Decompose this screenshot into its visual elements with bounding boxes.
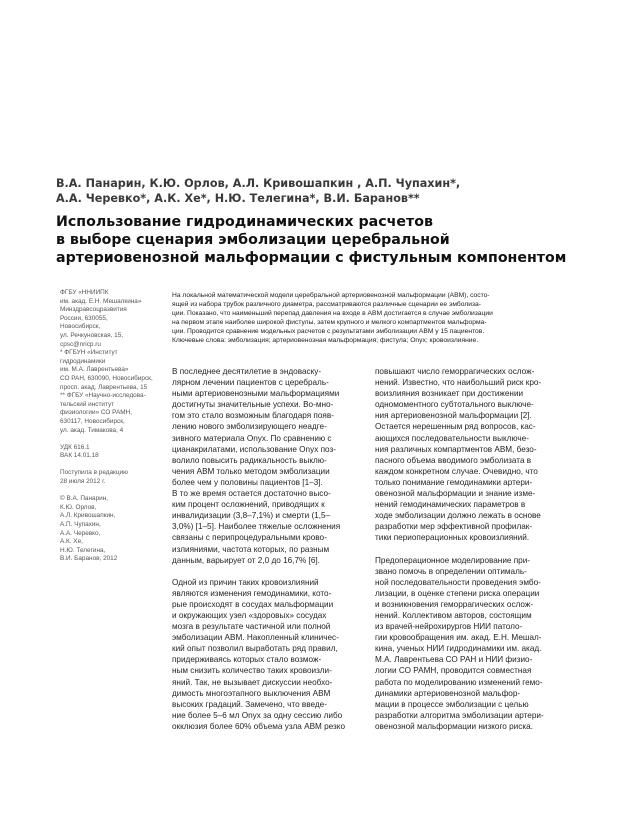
- text-line: ной последовательности проведения эмбо-: [375, 577, 541, 587]
- text-line: разработки алгоритма эмболизации артери-: [375, 710, 544, 720]
- text-line: яний. Так, не вызывает дискуссии необхо-: [172, 677, 333, 687]
- text-line: рые происходят в сосудах мальформации: [172, 599, 334, 609]
- text-line: высоких градаций. Замечено, что введе-: [172, 699, 327, 709]
- affiliation-line: ул. акад. Тимакова, 4: [60, 426, 124, 434]
- text-line: кина, ученых НИИ гидродинамики им. акад.: [375, 644, 542, 654]
- text-line: Предоперационное моделирование при-: [375, 555, 531, 565]
- text-line: В последнее десятилетие в эндоваску-: [172, 367, 322, 376]
- text-line: тики периоперационных кровоизлияний.: [375, 533, 530, 543]
- text-line: Остается нерешенным ряд вопросов, кас-: [375, 422, 536, 432]
- affiliation-line: просп. акад. Лаврентьева, 15: [60, 383, 148, 391]
- text-line: излияниями, частота которых, по разным: [172, 544, 330, 554]
- text-line: придерживаясь которых стало возмож-: [172, 655, 322, 665]
- text-line: лению нового эмболизирующего неадге-: [172, 422, 327, 432]
- abstract-line: На локальной математической модели церебральной артериовенозной мальформации (АВМ), состо-: [172, 292, 490, 299]
- authors-line: А.А. Черевко*, А.К. Хе*, Н.Ю. Телегина*, В.И. Баранов**: [56, 192, 420, 205]
- text-line: нений. Коллективом авторов, состоящим: [375, 610, 532, 620]
- title-line: Использование гидродинамических расчетов: [56, 214, 433, 230]
- authors: [56, 176, 586, 206]
- text-line: воизлияния возникает при достижении: [375, 389, 524, 399]
- body-column-left: [172, 366, 370, 743]
- paragraph: [375, 555, 573, 733]
- text-line: динамики артериовенозной мальфор-: [375, 688, 521, 698]
- text-line: гии кровообращения им. акад. Е.Н. Мешал-: [375, 633, 542, 643]
- text-line: овенозной мальформации низкого риска.: [375, 721, 533, 731]
- text-line: каждом конкретном случае. Очевидно, что: [375, 466, 538, 476]
- text-line: нений. Известно, что наибольший риск кро-: [375, 378, 542, 388]
- text-line: повышают число геморрагических ослож-: [375, 367, 535, 376]
- affiliation-line: гидродинамики: [60, 357, 106, 365]
- text-line: чения АВМ только методом эмболизации: [172, 466, 330, 476]
- affiliation-line: Новосибирск,: [60, 323, 101, 331]
- affiliation-line: тельский институт: [60, 400, 115, 408]
- text-line: ния различных компартментов АВМ, безо-: [375, 444, 537, 454]
- text-line: и возникновения геморрагических ослож-: [375, 599, 534, 609]
- text-line: гом это стало возможным благодаря появ-: [172, 411, 334, 421]
- text-line: ным снизить количество таких кровоизли-: [172, 666, 332, 676]
- affiliation-line: России, 630055,: [60, 314, 108, 322]
- text-line: ким процент осложнений, приводящих к: [172, 500, 325, 510]
- classification-codes: [60, 444, 164, 461]
- text-line: нений гемодинамических параметров в: [375, 500, 526, 510]
- text-line: зивного материала Onyx. По сравнению с: [172, 433, 332, 443]
- text-line: достигнуты значительные успехи. Во-мно-: [172, 400, 334, 410]
- text-line: связаны с перипроцедуральными крово-: [172, 533, 327, 543]
- affiliation-line: cpsc@nricp.ru: [60, 340, 101, 348]
- text-line: мозга в результате частичной или полной: [172, 622, 331, 632]
- text-line: более чем у половины пациентов [1–3].: [172, 477, 323, 487]
- text-line: димость многоэтапного выключения АВМ: [172, 688, 331, 698]
- text-line: В то же время остается достаточно высо-: [172, 489, 331, 499]
- affiliation-line: * ФГБУН «Институт: [60, 349, 118, 357]
- authors-line: В.А. Панарин, К.Ю. Орлов, А.Л. Кривошапкин , А.П. Чупахин*,: [56, 177, 461, 190]
- text-line: кий опыт позволил выработать ряд правил,: [172, 644, 338, 654]
- text-line: являются изменения гемодинамики, кото-: [172, 588, 332, 598]
- copyright: [60, 495, 164, 564]
- abstract: [172, 291, 584, 345]
- text-line: логии СО РАМН, проводится совместная: [375, 666, 532, 676]
- paragraph: [172, 577, 370, 732]
- received-line: Поступила в редакцию: [60, 469, 128, 477]
- received-line: 28 июля 2012 г.: [60, 478, 106, 486]
- text-line: ходе эмболизации должно лежать в основе: [375, 511, 541, 521]
- text-line: и окружающих узел «здоровых» сосудах: [172, 610, 327, 620]
- text-line: лизации, в оценке степени риска операции: [375, 588, 540, 598]
- text-line: пасного объема вводимого эмболизата в: [375, 455, 532, 465]
- text-line: Одной из причин таких кровоизлияний: [172, 577, 319, 587]
- affiliation-line: ул. Речкуновская, 15,: [60, 331, 124, 339]
- received-date: [60, 469, 164, 486]
- copyright-line: К.Ю. Орлов,: [60, 503, 97, 511]
- text-line: волило повысить радикальность выклю-: [172, 455, 327, 465]
- title-line: в выборе сценария эмболизации церебральной: [56, 232, 450, 248]
- text-line: инвалидизации (3,8–7,1%) и смерти (1,5–: [172, 511, 331, 521]
- affiliation-line: им. М.А. Лаврентьева»: [60, 366, 129, 374]
- copyright-line: А.Л. Кривошапкин,: [60, 512, 116, 520]
- text-line: только понимание гемодинамики артери-: [375, 477, 533, 487]
- text-line: 3,0%) [1–5]. Наиболее тяжелые осложнения: [172, 522, 341, 532]
- text-line: мации в процессе эмболизации с целью: [375, 699, 529, 709]
- text-line: ние более 5–6 мл Onyx за одну сессию либо: [172, 710, 343, 720]
- copyright-line: А.А. Черевко,: [60, 529, 101, 537]
- text-line: разработки мер эффективной профилак-: [375, 522, 533, 532]
- abstract-line: на первом этапе наиболее широкой фистулы, затем крупного и мелкого компартментов мальформа-: [172, 319, 487, 326]
- text-line: цианакрилатами, использование Onyx поз-: [172, 444, 336, 454]
- affiliation-line: 630117, Новосибирск,: [60, 417, 125, 425]
- text-line: окклюзия более 60% объема узла АВМ резко: [172, 721, 346, 731]
- copyright-line: А.К. Хе,: [60, 538, 83, 546]
- affiliation-line: ФГБУ «ННИИПК: [60, 289, 109, 296]
- body-column-right: [375, 366, 573, 743]
- title-line: артериовенозной мальформации с фистульным компонентом: [56, 250, 567, 266]
- affiliation-line: физиологии» СО РАМН,: [60, 409, 132, 417]
- text-line: ающихся последовательности выключе-: [375, 433, 529, 443]
- code-line: ВАК 14.01.18: [60, 452, 99, 460]
- affiliation-line: ** ФГБУ «Научно-исследова-: [60, 392, 146, 400]
- paragraph: [375, 366, 573, 544]
- copyright-line: В.И. Баранов, 2012: [60, 555, 118, 563]
- text-line: из врачей-нейрохирургов НИИ патоло-: [375, 622, 523, 632]
- copyright-line: © В.А. Панарин,: [60, 495, 108, 503]
- article-title: [56, 213, 586, 267]
- abstract-line: ции. Показано, что наименьший перепад давления на входе в АВМ достигается в случае эмболизации: [172, 310, 493, 317]
- text-line: работа по моделированию изменений гемо-: [375, 677, 543, 687]
- text-line: овенозной мальформации и знание изме-: [375, 489, 536, 499]
- text-line: ными артериовенозными мальформациями: [172, 389, 340, 399]
- sidebar-metadata: [60, 289, 164, 573]
- paragraph: [172, 366, 370, 566]
- text-line: ния артериовенозной мальформации [2].: [375, 411, 532, 421]
- abstract-line: ящей из набора трубок различного диаметра, рассматриваются различные сценарии ее эмболиза-: [172, 301, 481, 308]
- text-line: эмболизации АВМ. Накопленный клиничес-: [172, 633, 339, 643]
- affiliations: [60, 289, 164, 435]
- affiliation-line: Минздравсоцразвития: [60, 306, 127, 314]
- copyright-line: Н.Ю. Телегина,: [60, 546, 106, 554]
- affiliation-line: им. акад. Е.Н. Мешалкина»: [60, 297, 142, 305]
- text-line: звано помочь в определении оптималь-: [375, 566, 527, 576]
- text-line: данным, варьирует от 2,0 до 16,7% [6].: [172, 555, 320, 565]
- text-line: М.А. Лаврентьева СО РАН и НИИ физио-: [375, 655, 533, 665]
- code-line: УДК 616.1: [60, 443, 90, 451]
- copyright-line: А.П. Чупахин,: [60, 521, 101, 529]
- abstract-line: ции. Проводится сравнение модельных расчетов с результатами эмболизации АВМ у 15 пациентов.: [172, 328, 485, 335]
- text-line: одномоментного субтотального выключе-: [375, 400, 534, 410]
- abstract-line: Ключевые слова: эмболизация; артериовенозная мальформация; фистула; Onyx; кровоизлияние.: [172, 337, 479, 344]
- affiliation-line: СО РАН, 630090, Новосибирск,: [60, 374, 153, 382]
- text-line: лярном лечении пациентов с церебраль-: [172, 378, 329, 388]
